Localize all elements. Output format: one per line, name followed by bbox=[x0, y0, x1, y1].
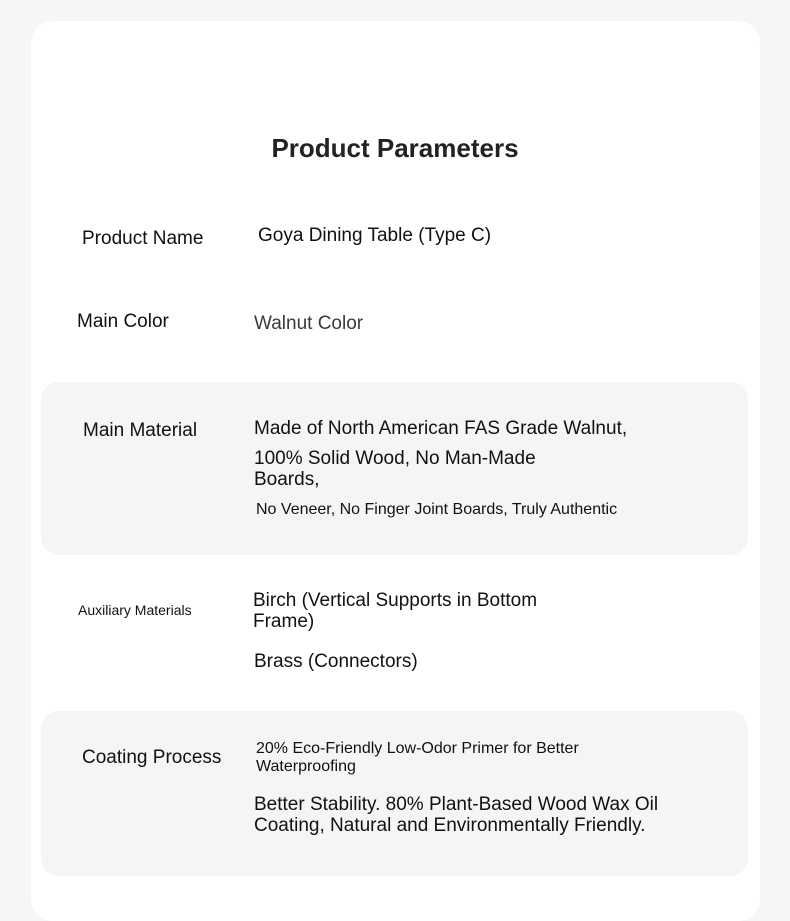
page-title: Product Parameters bbox=[271, 133, 519, 164]
main-color-value: Walnut Color bbox=[254, 313, 364, 334]
coating-process-line-1: 20% Eco-Friendly Low-Odor Primer for Better Waterproofing bbox=[256, 740, 579, 775]
main-material-label: Main Material bbox=[83, 420, 198, 441]
coating-process-line-2: Better Stability. 80% Plant-Based Wood Wax Oil Coating, Natural and Environmentally Friendly. bbox=[254, 794, 659, 836]
main-material-line-3: No Veneer, No Finger Joint Boards, Truly Authentic bbox=[256, 501, 618, 518]
auxiliary-materials-line-2: Brass (Connectors) bbox=[254, 651, 418, 672]
coating-process-label: Coating Process bbox=[82, 747, 222, 768]
product-name-label: Product Name bbox=[82, 228, 204, 249]
main-material-line-1: Made of North American FAS Grade Walnut, bbox=[254, 418, 628, 439]
product-name-value: Goya Dining Table (Type C) bbox=[258, 225, 492, 246]
auxiliary-materials-label: Auxiliary Materials bbox=[78, 602, 192, 618]
auxiliary-materials-line-1: Birch (Vertical Supports in Bottom Frame) bbox=[253, 590, 538, 632]
main-color-label: Main Color bbox=[77, 311, 169, 332]
main-material-line-2: 100% Solid Wood, No Man-Made Boards, bbox=[254, 448, 536, 490]
